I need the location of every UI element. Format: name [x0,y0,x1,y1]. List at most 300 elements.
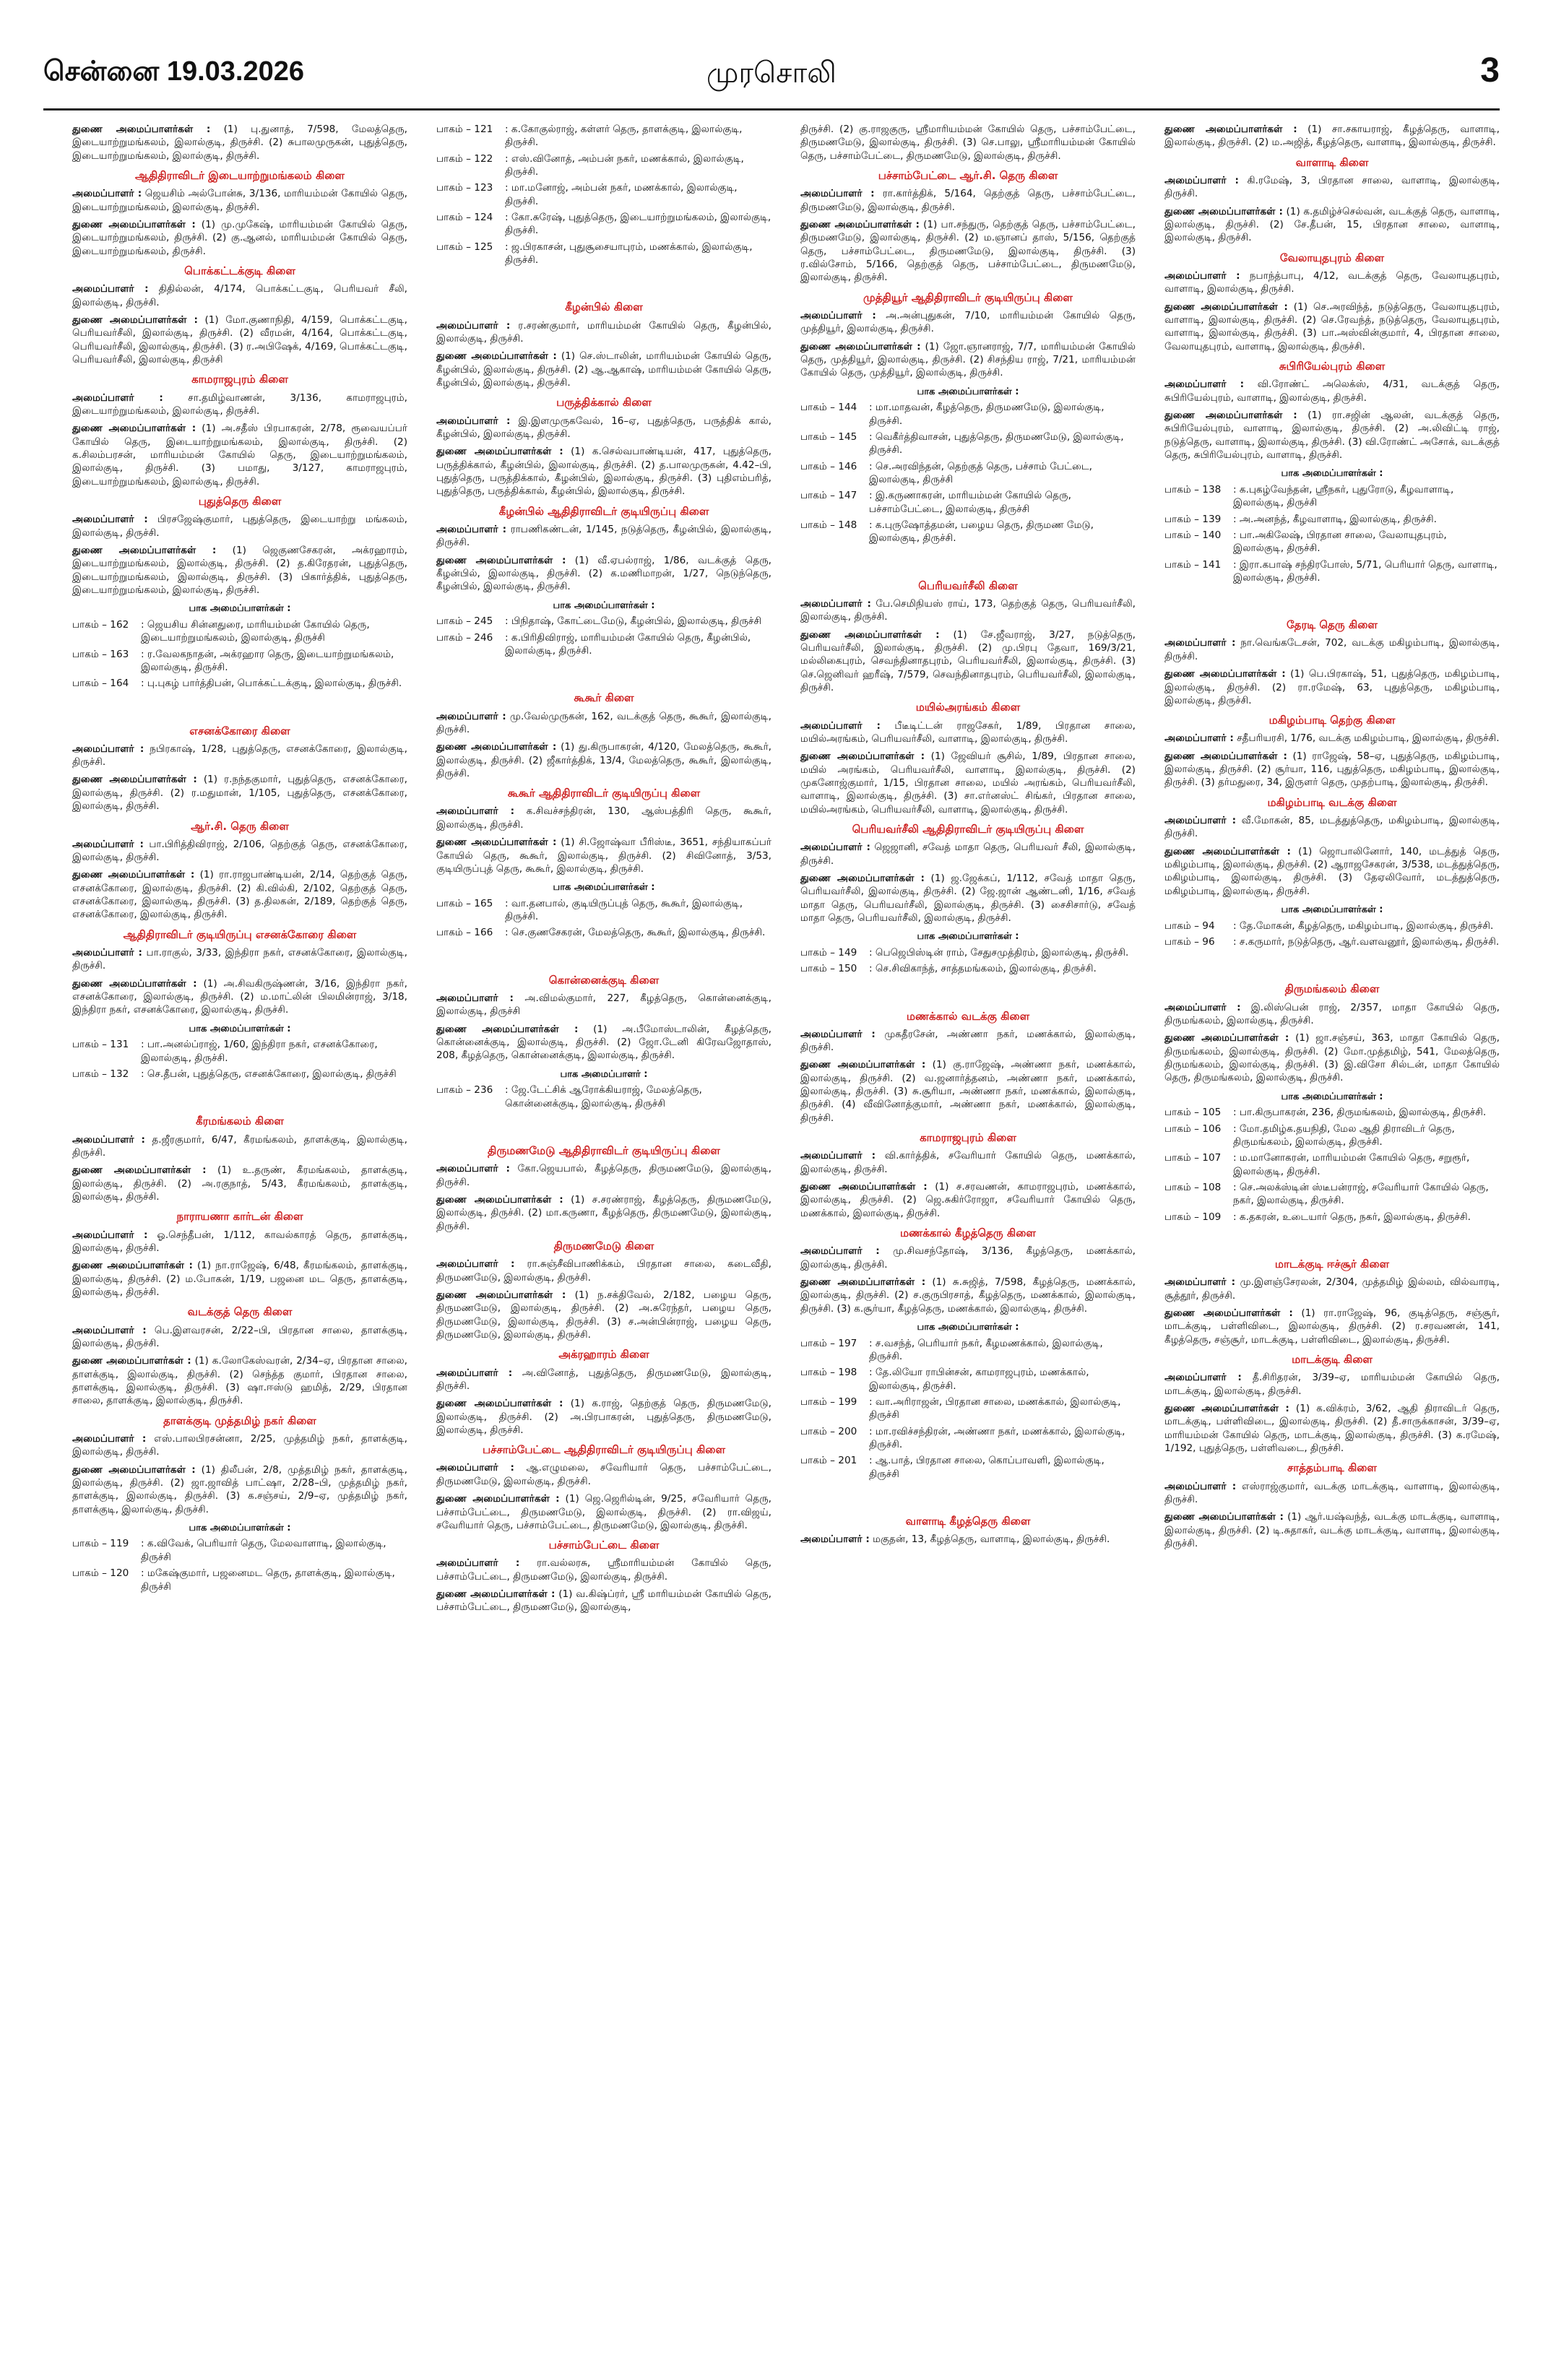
officer-entry [436,1492,772,1532]
branch-heading: சுபிரியேல்புரம் கிளை [1279,359,1386,373]
section-subheading: பாக அமைப்பாளர்கள் : [1281,1091,1383,1102]
booth-officer: : இரா.கபாஷ் சந்திரபோஸ், 5/71, பெரியார் தெரு, வாளாடி, இலால்குடி, திருச்சி. [1233,558,1497,584]
officer-entry [800,218,1136,285]
officer-entry [436,1461,772,1488]
officer-entry [436,1023,772,1063]
role-label: அமைப்பாளர் : [72,947,142,959]
role-label: துணை அமைப்பாளர்கள் : [800,1181,928,1193]
booth-number: பாகம் – 131 [72,1039,129,1051]
booth-entry [1164,919,1500,932]
officer-details: (1) ர.நந்தகுமார், புதுத்தெரு, எசனக்கோரை, இலால்குடி, திருச்சி. (2) ர.மதுமான், 1/105, புதுத்தெரு, எசனக்கோரை, இலால்குடி, திருச்சி. [72,774,407,813]
booth-entry [1164,935,1500,948]
branch-heading: வாளாடி கிளை [1295,155,1369,169]
officer-entry [436,1588,772,1614]
officer-details: மு.இளஞ்சேரலன், 2/304, முத்தமிழ் இல்லம், வில்வாரடி, சூத்தூர், திருச்சி. [1164,1276,1500,1302]
officer-entry [436,523,772,550]
officer-details: (1) பெ.பிரகாஷ், 51, புதுத்தெரு, மகிழம்பாடி, இலால்குடி, திருச்சி. (2) ரா.ரமேஷ், 63, புதுத்தெரு, மகிழம்பாடி, இலால்குடி, திருச்சி. [1164,668,1500,706]
role-label: துணை அமைப்பாளர்கள் : [72,218,196,230]
role-label: அமைப்பாளர் : [800,188,875,200]
role-label: துணை அமைப்பாளர்கள் : [800,628,940,641]
booth-number: பாகம் – 94 [1164,919,1215,932]
branch-heading: கூகூர் கிளை [574,691,634,705]
officer-entry [436,1557,772,1583]
officer-entry [1164,732,1500,745]
officer-details: எஸ்.பாலபிரசன்னா, 2/25, முத்தமிழ் நகர், தாளக்குடி, இலால்குடி, திருச்சி. [72,1432,407,1458]
booth-number: பாகம் – 163 [72,648,129,660]
spacer [800,979,1136,1003]
booth-entry [72,1537,407,1564]
officer-entry [72,313,407,366]
booth-number: பாகம் – 141 [1164,558,1222,571]
booth-officer: : வா.தனபால், குடியிருப்புத் தெரு, கூகூர், இலால்குடி, திருச்சி. [505,897,743,923]
officer-details: இ.லிஸ்பென் ராஜ், 2/357, மாதா கோயில் தெரு, திருமங்கலம், இலால்குடி, திருச்சி. [1164,1001,1500,1026]
officer-entry [1164,845,1500,898]
branch-heading: மணக்கால் வடக்கு கிளை [906,1009,1030,1023]
officer-entry [436,805,772,831]
role-label: துணை அமைப்பாளர்கள் : [436,741,557,753]
officer-entry [72,838,407,865]
role-label: துணை அமைப்பாளர்கள் : [800,1276,926,1289]
branch-heading: கீரமங்கலம் கிளை [196,1115,284,1128]
role-label: அமைப்பாளர் : [436,1258,515,1271]
booth-entry [800,1425,1136,1452]
booth-officer: : ஆ.பாத், பிரதான சாலை, கொப்பாவளி, இலால்குடி, திருச்சி [869,1455,1105,1480]
branch-heading: பச்சாம்பேட்டை ஆர்.சி. தெரு கிளை [878,169,1058,183]
booth-entry [1164,558,1500,585]
role-label: துணை அமைப்பாளர்கள் : [436,554,566,566]
booth-number: பாகம் – 108 [1164,1181,1222,1193]
booth-number: பாகம் – 145 [800,430,857,443]
officer-details: (1) ஜெ.ஜெரில்டின், 9/25, சவேரியார் தெரு, பச்சாம்பேட்டை, திருமணமேடு, இலால்குடி, திருச்சி. (2) ரா.விஜய், சவேரியார் தெரு, பச்சாம்பேட்டை, திருமணமேடு, இலால்குடி, திருச்சி. [436,1493,772,1531]
officer-entry [1164,123,1500,150]
booth-entry [800,489,1136,516]
branch-heading: மகிழம்பாடி வடக்கு கிளை [1267,795,1397,809]
officer-details: நபிரகாஷ், 1/28, புதுத்தெரு, எசனக்கோரை, இலால்குடி, திருச்சி. [72,743,407,769]
spacer [436,1113,772,1138]
officer-details: ர.சரண்குமார், மாரியம்மன் கோயில் தெரு, கீழன்பில், இலால்குடி, திருச்சி. [436,319,772,345]
officer-details: ஓ.செந்தீபன், 1/112, காவல்காரத் தெரு, தாளக்குடி, இலால்குடி, திருச்சி. [72,1229,407,1254]
branch-heading: ஆதிதிராவிடர் குடியிருப்பு எசனக்கோரை கிளை [123,927,357,941]
spacer [1164,587,1500,612]
officer-entry [800,1058,1136,1125]
branch-heading: திருமங்கலம் கிளை [1284,982,1380,996]
role-label: துணை அமைப்பாளர்கள் : [72,124,211,135]
role-label: துணை அமைப்பாளர்கள் : [436,836,557,849]
officer-entry [436,554,772,594]
officer-entry [800,340,1136,380]
booth-entry [436,1083,772,1110]
officer-details: (1) வ.கிஷ்ப்ரர், ஸ்ரீ மாரியம்மன் கோயில் தெரு, பச்சாம்பேட்டை, திருமணமேடு, இலால்குடி, [436,1588,772,1614]
booth-entry [1164,1151,1500,1178]
issue-date: சென்னை 19.03.2026 [43,56,305,87]
section-subheading: பாக அமைப்பாளர்கள் : [189,1522,291,1533]
booth-entry [72,1038,407,1065]
role-label: அமைப்பாளர் : [436,710,506,722]
booth-entry [436,241,772,267]
officer-details: (1) ஜா.சஞ்சய், 363, மாதா கோயில் தெரு, திருமங்கலம், இலால்குடி, திருச்சி. (2) மோ.முத்தமிழ், 541, மேலத்தெரு, திருமங்கலம், இலால்குடி, திருச்சி. (3) இ.விசோ சில்டன், மாதா கோயில் தெரு, திருமங்கலம், இலால்குடி, திருச்சி. [1164,1032,1500,1084]
role-label: அமைப்பாளர் : [800,1245,880,1258]
officer-details: வீ.மோகன், 85, மடத்துத்தெரு, மகிழம்பாடி, இலால்குடி, திருச்சி. [1164,815,1500,840]
role-label: துணை அமைப்பாளர்கள் : [1164,1032,1289,1044]
role-label: அமைப்பாளர் : [1164,269,1240,282]
booth-number: பாகம் – 140 [1164,529,1222,541]
spacer [72,693,407,718]
booth-officer: : ஜெயசிய சின்னதுரை, மாரியம்மன் கோயில் தெரு, இடையாற்றுமங்கலம், இலால்குடி, திருச்சி [141,618,370,644]
booth-entry [800,1366,1136,1393]
booth-entry [1164,1106,1500,1119]
officer-entry [436,1162,772,1189]
officer-details: மு.சிவசந்தோஷ், 3/136, கீழத்தெரு, மணக்கால், இலால்குடி, திருச்சி. [800,1245,1136,1271]
booth-entry [436,631,772,658]
officer-entry [72,868,407,921]
officer-entry [800,1245,1136,1271]
booth-number: பாகம் – 132 [72,1068,129,1081]
officer-entry [436,1397,772,1437]
spacer [436,660,772,685]
officer-details: திதில்லன், 4/174, பொக்கட்டகுடி, பெரியவர் சீலி, இலால்குடி, திருச்சி. [72,283,407,308]
section-subheading: பாக அமைப்பாளர்கள் : [1281,904,1383,916]
spacer [436,943,772,967]
booth-number: பாகம் – 139 [1164,513,1222,525]
section-subheading: பாக அமைப்பாளர்கள் : [917,1322,1019,1333]
booth-officer: : மா.மனோஜ், அம்பன் நகர், மணக்கால், இலால்குடி, திருச்சி. [505,182,738,207]
officer-entry [800,628,1136,695]
role-label: துணை அமைப்பாளர்கள் : [1164,750,1287,762]
officer-details: பே.செமிநியஸ் ராய், 173, தெற்குத் தெரு, பெரியவர்சீலி, இலால்குடி, திருச்சி. [800,597,1136,623]
officer-details: ஆ.எழுமலை, சவேரியார் தெரு, பச்சாம்பேட்டை, திருமணமேடு, இலால்குடி, திருச்சி. [436,1462,772,1487]
officer-entry [1164,1510,1500,1550]
booth-entry [72,1068,407,1081]
officer-entry [436,415,772,441]
officer-entry [800,841,1136,867]
branch-heading: திருமணமேடு கிளை [553,1239,654,1252]
role-label: அமைப்பாளர் : [72,283,149,295]
booth-number: பாகம் – 201 [800,1455,857,1467]
booth-officer: : வா.அரிராஜன், பிரதான சாலை, மணக்கால், இலால்குடி, திருச்சி [869,1396,1121,1421]
role-label: துணை அமைப்பாளர்கள் : [1164,205,1283,217]
role-label: துணை அமைப்பாளர்கள் : [72,1260,193,1272]
branch-heading: சாத்தம்பாடி கிளை [1287,1461,1377,1475]
page-number: 3 [1480,51,1500,90]
officer-entry [436,992,772,1018]
branch-heading: பெரியவர்சீலி கிளை [918,579,1018,592]
booth-entry [1164,483,1500,510]
section-subheading: பாக அமைப்பாளர்கள் : [553,600,655,611]
officer-details: (1) க.விக்ரம், 3/62, ஆதி திராவிடர் தெரு, மாடக்குடி, பள்ளிவிடை, இலால்குடி, திருச்சி. (2) தீ.சாருக்காசன், 3/39–ஏ, மாரியம்மன் கோயில் தெரு, மாடக்குடி, இலால்குடி, திருச்சி. (3) க.ரமேஷ், 1/192, புதுத்தெரு, பள்ளிவடை, திருச்சி. [1164,1402,1500,1454]
officer-details: (1) செ.ஸ்டாலின், மாரியம்மன் கோயில் தெரு, கீழன்பில், இலால்குடி, திருச்சி. (2) ஆ.ஆகாஷ், மாரியம்மன் கோயில் தெரு, கீழன்பில், இலால்குடி, திருச்சி. [436,350,772,389]
officer-entry [72,946,407,973]
officer-entry [800,872,1136,925]
role-label: துணை அமைப்பாளர்கள் : [72,977,197,990]
role-label: அமைப்பாளர் : [436,319,511,332]
branch-heading: கொன்னைக்குடி கிளை [548,973,660,987]
officer-entry [800,1028,1136,1055]
booth-number: பாகம் – 199 [800,1396,857,1408]
branch-heading: கீழன்பில் ஆதிதிராவிடர் குடியிருப்பு கிளை [498,504,709,518]
officer-details: (1) ராஜேஷ், 58–ஏ, புதுத்தெரு, மகிழம்பாடி, இலால்குடி, திருச்சி. (2) சூர்யா, 116, புதுத்தெரு, மகிழம்பாடி, இலால்குடி, திருச்சி. (3) தர்மதுரை, 34, இருளர் தெரு, முதற்பாடி, இலால்குடி, திருச்சி. [1164,750,1500,789]
role-label: துணை அமைப்பாளர்கள் : [436,1588,556,1601]
branch-heading: தேரடி தெரு கிளை [1287,618,1378,632]
branch-heading: ஆர்.சி. தெரு கிளை [191,819,289,833]
officer-entry [1164,814,1500,841]
officer-details: (1) ந.சக்திவேல், 2/182, பழைய தெரு, திருமணமேடு, இலால்குடி, திருச்சி. (2) அ.சுரேந்தர், பழைய தெரு, திருமணமேடு, இலால்குடி, திருச்சி. (3) ச.அன்பின்ராஜ், பழைய தெரு, திருமணமேடு, இலால்குடி, திருச்சி. [436,1289,772,1341]
officer-entry [72,1229,407,1255]
role-label: துணை அமைப்பாளர்கள் : [72,313,198,326]
booth-entry [800,519,1136,545]
booth-number: பாகம் – 149 [800,946,857,959]
booth-officer: : பா.அகிலேஷ், பிரதான சாலை, வேலாயுதபுரம், இலால்குடி, திருச்சி. [1233,529,1447,555]
booth-officer: : பிநிதாஷ், கோட்டைமேடு, கீழன்பில், இலால்குடி, திருச்சி [505,615,762,628]
officer-details: மு.வேல்முருகன், 162, வடக்குத் தெரு, கூகூர், இலால்குடி, திருச்சி. [436,710,772,735]
officer-details: நபாந்த்பாபு, 4/12, வடக்குத் தெரு, வேலாயுதபுரம், வாளாடி, இலால்குடி, திருச்சி. [1164,269,1500,295]
officer-entry [72,1432,407,1459]
booth-number: பாகம் – 198 [800,1367,857,1379]
officer-entry [1164,1480,1500,1507]
booth-officer: : ச.கருமார், நடுத்தெரு, ஆர்.வளவனூர், இலால்குடி, திருச்சி. [1233,936,1500,948]
booth-officer: : வெகீர்த்திவாசன், புதுத்தெரு, திருமணமேடு, இலால்குடி, திருச்சி. [869,430,1124,456]
officer-entry [72,544,407,597]
officer-details: (1) மோ.குணாநிதி, 4/159, பொக்கட்டகுடி, பெரியவர்சீலி, இலால்குடி, திருச்சி. (2) வீரமன், 4/164, பொக்கட்டகுடி, பெரியவர்சீலி, இலால்குடி, திருச்சி. (3) ர.அபிஷேக், 4/169, பொக்கட்டகுடி, பெரியவர்சீலி, இலால்குடி, திருச்சி [72,313,407,365]
column-2 [436,123,772,2362]
officer-entry [800,1149,1136,1176]
branch-heading: மயில்அரங்கம் கிளை [915,701,1021,714]
officer-details: (1) ச.சரவணன், காமராஜபுரம், மணக்கால், இலால்குடி, திருச்சி. (2) ஜெ.சுகிர்ரோஜா, சவேரியார் கோயில் தெரு, மணக்கால், இலால்குடி, திருச்சி. [800,1181,1136,1219]
officer-details: (1) சு.சுஜித், 7/598, கீழத்தெரு, மணக்கால், இலால்குடி, திருச்சி. (2) ச.குருபிரசாத், கீழத்தெரு, மணக்கால், இலால்குடி, திருச்சி. (3) க.சூர்யா, கீழத்தெரு, மணக்கால், இலால்குடி, திருச்சி. [800,1276,1136,1315]
booth-number: பாகம் – 245 [436,615,493,628]
booth-entry [436,926,772,939]
role-label: அமைப்பாளர் : [1164,1276,1236,1289]
officer-details: கோ.ஜெயபால், கீழத்தெரு, திருமணமேடு, இலால்குடி, திருச்சி. [436,1163,772,1188]
officer-entry [72,422,407,488]
role-label: அமைப்பாளர் : [72,1133,145,1146]
role-label: துணை அமைப்பாளர்கள் : [436,1398,563,1410]
officer-entry [800,1533,1136,1546]
branch-heading: பொக்கட்டக்குடி கிளை [184,264,295,277]
officer-details: ரா.கார்த்திக், 5/164, தெற்குத் தெரு, பச்சாம்பேட்டை, திருமணமேடு, இலால்குடி, திருச்சி. [800,188,1136,213]
branch-heading: எசனக்கோரை கிளை [189,724,290,737]
officer-entry [800,187,1136,214]
role-label: துணை அமைப்பாளர்கள் : [72,1164,207,1177]
booth-number: பாகம் – 96 [1164,936,1215,948]
officer-entry [800,123,1136,163]
officer-entry [436,1258,772,1284]
spacer [1164,1226,1500,1251]
branch-heading: பெரியவர்சீலி ஆதிதிராவிடர் குடியிருப்பு கிளை [852,822,1084,836]
officer-entry [72,1164,407,1203]
branch-heading: மணக்கால் கீழத்தெரு கிளை [900,1226,1036,1240]
officer-entry [1164,300,1500,353]
booth-number: பாகம் – 146 [800,460,857,472]
role-label: துணை அமைப்பாளர்கள் : [436,1023,579,1035]
section-subheading: பாக அமைப்பாளர்கள் : [917,386,1019,397]
column-3 [800,123,1136,2362]
officer-details: பெ.இளவரசன், 2/22–பி, பிரதான சாலை, தாளக்குடி, இலால்குடி, திருச்சி. [72,1324,407,1349]
branch-heading: ஆதிதிராவிடர் இடையாற்றுமங்கலம் கிளை [135,169,345,183]
officer-details: (1) உ.தருண், கீரமங்கலம், தாளக்குடி, இலால்குடி, திருச்சி. (2) அ.ரகுநாத், 5/43, கீரமங்கலம், தாளக்குடி, இலால்குடி, திருச்சி. [72,1164,407,1203]
spacer [72,1083,407,1108]
officer-entry [72,513,407,540]
header-rule [43,108,1500,111]
role-label: அமைப்பாளர் : [800,841,870,854]
branch-heading: மாடக்குடி ஈச்சூர் கிளை [1274,1257,1390,1271]
booth-officer: : க.தகரன், உடையார் தெரு, நகர், இலால்குடி, திருச்சி. [1233,1211,1471,1223]
booth-entry [72,1567,407,1593]
article-columns [72,123,1500,2362]
section-subheading: பாக அமைப்பாளர் : [560,1068,648,1080]
role-label: அமைப்பாளர் : [800,1028,876,1040]
officer-details: பா.பிரித்திவிராஜ், 2/106, தெற்குத் தெரு, எசனக்கோரை, இலால்குடி, திருச்சி. [72,838,407,864]
role-label: துணை அமைப்பாளர்கள் : [1164,668,1286,680]
booth-number: பாகம் – 122 [436,152,493,165]
officer-details: (1) ச.சரண்ராஜ், கீழத்தெரு, திருமணமேடு, இலால்குடி, திருச்சி. (2) மா.கருணா, கீழத்தெரு, திருமணமேடு, இலால்குடி, திருச்சி. [436,1193,772,1232]
branch-heading: முத்தியூர் ஆதிதிராவிடர் குடியிருப்பு கிளை [863,290,1073,304]
officer-details: (1) ரா.சஜின் ஆலன், வடக்குத் தெரு, சுபிரியேல்புரம், வாளாடி, இலால்குடி, திருச்சி. (2) அ.லிவிட்டி ராஜ், நடுத்தெரு, வாளாடி, இலால்குடி, திருச்சி. (3) வி.ரோண்ட் அசோக், வடக்குத் தெரு, சுபிரியேல்புரம், வாளாடி, திருச்சி. [1164,409,1500,461]
role-label: துணை அமைப்பாளர்கள் : [72,1463,196,1476]
booth-entry [800,946,1136,959]
booth-number: பாகம் – 106 [1164,1122,1222,1135]
role-label: துணை அமைப்பாளர்கள் : [1164,1307,1293,1319]
officer-details: (1) க.லோகேஸ்வரன், 2/34–ஏ, பிரதான சாலை, தாளக்குடி, இலால்குடி, திருச்சி. (2) செந்த்த குமார், பிரதான சாலை, தாளக்குடி, இலால்குடி, திருச்சி. (3) ஷா.ஈஸ்டு ஹமித், 2/29, பிரதான சாலை, தாளக்குடி, இலால்குடி, திருச்சி. [72,1355,407,1407]
officer-entry [1164,1031,1500,1084]
booth-officer: : செ.சிவிகாந்த், சாத்தமங்கலம், இலால்குடி, திருச்சி. [869,963,1097,975]
booth-officer: : கோ.சுரேஷ், புதுத்தெரு, இடையாற்றுமங்கலம், இலால்குடி, திருச்சி. [505,212,772,237]
booth-officer: : இ.கருணாகரன், மாரியம்மன் கோயில் தெரு, பச்சாம்பேட்டை, இலால்குடி, திருச்சி [869,490,1071,515]
officer-details: (1) ரா.ராஜபாண்டியன், 2/14, தெற்குத் தெரு, எசனக்கோரை, இலால்குடி, திருச்சி. (2) கி.வில்கி, 2/102, தெற்குத் தெரு, எசனக்கோரை, இலால்குடி, திருச்சி. (3) த.திலகன், 2/189, தெற்குத் தெரு, எசனக்கோரை, இலால்குடி, திருச்சி. [72,869,407,921]
officer-details: பீடீடிட்டன் ராஜசேகர், 1/89, பிரதான சாலை, மயில்அரங்கம், பெரியவர்சீலி, வாளாடி, இலால்குடி, திருச்சி. [800,719,1136,745]
role-label: அமைப்பாளர் : [436,415,511,427]
officer-details: (1) கு.ராஜேஷ், அண்ணா நகர், மணக்கால், இலால்குடி, திருச்சி. (2) வ.ஜனார்த்தனம், அண்ணா நகர், மணக்கால், இலால்குடி, திருச்சி. (3) சு.சூரியா, அண்ணா நகர், மணக்கால், இலால்குடி, திருச்சி. (4) வீவினோத்குமார், அண்ணா நகர், மணக்கால், இலால்குடி, திருச்சி. [800,1059,1136,1124]
officer-details: கி.ரமேஷ், 3, பிரதான சாலை, வாளாடி, இலால்குடி, திருச்சி. [1164,174,1500,200]
column-4 [1164,123,1500,2362]
branch-heading: பச்சாம்பேட்டை கிளை [548,1539,660,1552]
booth-number: பாகம் – 165 [436,897,493,909]
section-subheading: பாக அமைப்பாளர்கள் : [189,1023,291,1034]
branch-heading: வாளாடி கீழத்தெரு கிளை [905,1515,1031,1528]
newspaper-name: முரசொலி [706,56,837,90]
officer-details: அ.விமல்குமார், 227, கீழத்தெரு, கொன்னைக்குடி, இலால்குடி, திருச்சி [436,992,772,1018]
booth-entry [436,152,772,179]
officer-details: அ.அன்புதுகன், 7/10, மாரியம்மன் கோயில் தெரு, முத்தியூர், இலால்குடி, திருச்சி. [800,309,1136,335]
officer-details: எஸ்ராஜ்குமார், வடக்கு மாடக்குடி, வாளாடி, இலால்குடி, திருச்சி. [1164,1480,1500,1505]
booth-entry [436,615,772,628]
booth-number: பாகம் – 138 [1164,483,1222,496]
booth-officer: : பா.கிருபாகரன், 236, திருமங்கலம், இலால்குடி, திருச்சி. [1233,1107,1487,1119]
role-label: அமைப்பாளர் : [1164,1001,1241,1013]
booth-officer: : பா.அனல்ப்ராஜ், 1/60, இந்திரா நகர், எசனக்கோரை, இலால்குடி, திருச்சி. [141,1039,378,1064]
booth-entry [1164,1211,1500,1224]
booth-officer: : ம.மானோகரன், மாரியம்மன் கோயில் தெரு, சறுரூர், இலால்குடி, திருச்சி. [1233,1152,1470,1177]
officer-entry [1164,269,1500,296]
booth-officer: : க.பிரிதிவிராஜ், மாரியம்மன் கோயில் தெரு, கீழன்பில், இலால்குடி, திருச்சி. [505,631,751,657]
role-label: துணை அமைப்பாளர்கள் : [1164,409,1297,421]
booth-number: பாகம் – 236 [436,1084,493,1096]
booth-officer: : அ.அனந்த், கீழவாளாடி, இலால்குடி, திருச்சி. [1233,513,1437,525]
officer-details: (1) க.தமிழ்ச்செல்வன், வடக்குத் தெரு, வாளாடி, இலால்குடி, திருச்சி. (2) சே.தீபன், 15, பிரதான சாலை, வாளாடி, இலால்குடி, திருச்சி. [1164,205,1500,244]
officer-details: ராபணிகண்டன், 1/145, நடுத்தெரு, கீழன்பில், இலால்குடி, திருச்சி. [436,523,772,549]
officer-entry [1164,1402,1500,1455]
officer-details: (1) ஜொபாலினோர், 140, மடத்துத் தெரு, மகிழம்பாடி, இலால்குடி, திருச்சி. (2) ஆராஜசேகரன், 3/538, மடத்துத்தெரு, மகிழம்பாடி, இலால்குடி, திருச்சி. (3) தேஏலிவோர், மடத்துத்தெரு, மகிழம்பாடி, இலால்குடி, திருச்சி. [1164,845,1500,897]
booth-officer: : மா.மாதவன், கீழத்தெரு, திருமணமேடு, இலால்குடி, திருச்சி. [869,402,1105,427]
officer-entry [1164,1276,1500,1302]
officer-entry [1164,174,1500,201]
booth-number: பாகம் – 124 [436,212,493,224]
section-subheading: பாக அமைப்பாளர்கள் : [917,931,1019,943]
role-label: அமைப்பாளர் : [436,992,514,1005]
officer-entry [1164,205,1500,245]
booth-officer: : மா.ரவிச்சந்திரன், அண்ணா நகர், மணக்கால், இலால்குடி, திருச்சி. [869,1425,1125,1451]
section-subheading: பாக அமைப்பாளர்கள் : [553,882,655,893]
booth-entry [1164,1181,1500,1208]
role-label: துணை அமைப்பாளர்கள் : [1164,300,1288,313]
officer-entry [1164,636,1500,663]
booth-entry [800,1395,1136,1422]
role-label: துணை அமைப்பாளர்கள் : [800,1059,926,1071]
branch-heading: பச்சாம்பேட்டை ஆதிதிராவிடர் குடியிருப்பு கிளை [482,1443,726,1457]
officer-details: வி.ரோண்ட் அலெக்ஸ், 4/31, வடக்குத் தெரு, சுபிரியேல்புரம், வாளாடி, இலால்குடி, திருச்சி. [1164,378,1500,404]
officer-details: ஜெஜானி, சவேத் மாதா தெரு, பெரியவர் சீலி, இலால்குடி, திருச்சி. [800,841,1136,867]
officer-entry [72,123,407,163]
officer-details: சா.தமிழ்வாணன், 3/136, காமராஜபுரம், இடையாற்றுமங்கலம், இலால்குடி, திருச்சி. [72,391,407,417]
officer-details: (1) அ.சிவகிருஷ்ணன், 3/16, இந்திரா நகர், எசனக்கோரை, இலால்குடி, திருச்சி. (2) ம.மாட்லின் பிலமின்ராஜ், 3/18, இந்திரா நகர், எசனக்கோரை, இலால்குடி, திருச்சி. [72,977,407,1016]
officer-details: வி.கார்த்திக், சவேரியார் கோயில் தெரு, மணக்கால், இலால்குடி, திருச்சி. [800,1150,1136,1175]
role-label: துணை அமைப்பாளர்கள் : [436,446,563,458]
booth-entry [800,430,1136,457]
officer-entry [1164,409,1500,462]
booth-number: பாகம் – 119 [72,1538,129,1550]
booth-officer: : ஜ.பிரகாசன், புதுசூசையாபுரம், மணக்கால், இலால்குடி, திருச்சி. [505,241,753,267]
booth-officer: : பெஜெபிஸ்டின் ராம், சேதுசமுத்திரம், இலால்குடி, திருச்சி. [869,946,1129,959]
booth-number: பாகம் – 162 [72,618,129,631]
booth-officer: : செ.தீபன், புதுத்தெரு, எசனக்கோரை, இலால்குடி, திருச்சி [141,1068,397,1081]
booth-entry [72,677,407,690]
booth-entry [1164,1122,1500,1149]
officer-details: ரா.வல்லரசு, ஸ்ரீமாரியம்மன் கோயில் தெரு, பச்சாம்பேட்டை, திருமணமேடு, இலால்குடி, திருச்சி. [436,1557,772,1583]
booth-officer: : ச.வசந்த், பெரியார் நகர், கீழமணக்கால், இலால்குடி, திருச்சி. [869,1337,1103,1362]
booth-entry [1164,529,1500,555]
branch-heading: காமராஜபுரம் கிளை [920,1131,1016,1145]
booth-officer: : செ.அலக்ஸ்டின் ஸ்டீபன்ராஜ், சவேரியார் கோயில் தெரு, நகர், இலால்குடி, திருச்சி. [1233,1181,1489,1207]
officer-details: (1) ஜ.ஜேக்கப், 1/112, சவேத் மாதா தெரு, பெரியவர்சீலி, இலால்குடி, திருச்சி. (2) ஜே.ஜான் ஆண்டனி, 1/16, சவேத் மாதா தெரு, பெரியவர்சீலி, இலால்குடி, திருச்சி. (3) சைசிசார்டு, சவேத் மாதா தெரு, பெரியவர்சீலி, இலால்குடி, திருச்சி. [800,872,1136,924]
officer-entry [436,350,772,389]
masthead [43,51,1500,94]
officer-entry [436,445,772,498]
officer-details: (1) ஜேவியர் சூசில், 1/89, பிரதான சாலை, மயில் அரங்கம், பெரியவர்சீலி, வாளாடி, இலால்குடி, திருச்சி. (2) முகனோஜ்குமார், 1/15, பிரதான சாலை, மயில் அரங்கம், பெரியவர்சீலி, வாளாடி, இலால்குடி, திருச்சி. (3) சா.எர்னஸ்ட் சிங்கர், பிரதான சாலை, மயில்அரங்கம், பெரியவர்சீலி, வாளாடி, இலால்குடி, திருச்சி. [800,750,1136,815]
section-subheading: பாக அமைப்பாளர்கள் : [1281,468,1383,480]
booth-officer: : ஜே.டேட்சிக் ஆரோக்கியராஜ், மேலத்தெரு, கொன்னைக்குடி, இலால்குடி, திருச்சி [505,1084,702,1109]
booth-number: பாகம் – 197 [800,1337,857,1349]
role-label: அமைப்பாளர் : [72,1432,147,1445]
officer-details: (1) செ.அரவிந்த், நடுத்தெரு, வேலாயுதபுரம், வாளாடி, இலால்குடி, திருச்சி. (2) செ.ரேவந்த், நடுத்தெரு, வேலாயுதபுரம், வாளாடி, இலால்குடி, திருச்சி. (3) பா.அஸ்வின்குமார், 4, பிரதான சாலை, வேலாயுதபுரம், வாளாடி, இலால்குடி, திருச்சி. [1164,300,1500,352]
booth-entry [1164,513,1500,526]
booth-number: பாகம் – 107 [1164,1152,1222,1164]
branch-heading: மாடக்குடி கிளை [1292,1352,1373,1366]
role-label: அமைப்பாளர் : [436,523,507,535]
booth-officer: : செ.குணசேகரன், மேலத்தெரு, கூகூர், இலால்குடி, திருச்சி. [505,927,766,939]
booth-entry [800,460,1136,487]
officer-entry [1164,1371,1500,1398]
booth-officer: : க.விவேக், பெரியார் தெரு, மேலவாளாடி, இலால்குடி, திருச்சி [141,1538,386,1563]
officer-details: (1) வீ.ஏபல்ராஜ், 1/86, வடக்குத் தெரு, கீழன்பில், இலால்குடி, திருச்சி. (2) க.மணிமாறன், 1/27, நெடுந்தெரு, கீழன்பில், இலால்குடி, திருச்சி. [436,554,772,593]
officer-details: (1) திலீபன், 2/8, முத்தமிழ் நகர், தாளக்குடி, இலால்குடி, திருச்சி. (2) ஜா.ஜாவித் பாட்ஷா, 2/28–பி, முத்தமிழ் நகர், தாளக்குடி, இலால்குடி, திருச்சி. (3) க.சஞ்சய், 2/9–ஏ, முத்தமிழ் நகர், தாளக்குடி, இலால்குடி, திருச்சி. [72,1463,407,1515]
role-label: அமைப்பாளர் : [72,1324,147,1336]
role-label: துணை அமைப்பாளர்கள் : [72,869,195,881]
role-label: துணை அமைப்பாளர்கள் : [1164,1402,1289,1414]
officer-details: (1) சி.ஜோஷ்வா பீரிஸ்டீ, 3651, சந்தியாகப்பர் கோயில் தெரு, கூகூர், இலால்குடி, திருச்சி. (2) சிவினோத், 3/53, குடியிருப்புத் தெரு, கூகூர், இலால்குடி, திருச்சி. [436,836,772,875]
role-label: அமைப்பாளர் : [800,1533,870,1546]
officer-entry [1164,750,1500,789]
officer-entry [436,319,772,346]
role-label: துணை அமைப்பாளர்கள் : [72,774,197,786]
